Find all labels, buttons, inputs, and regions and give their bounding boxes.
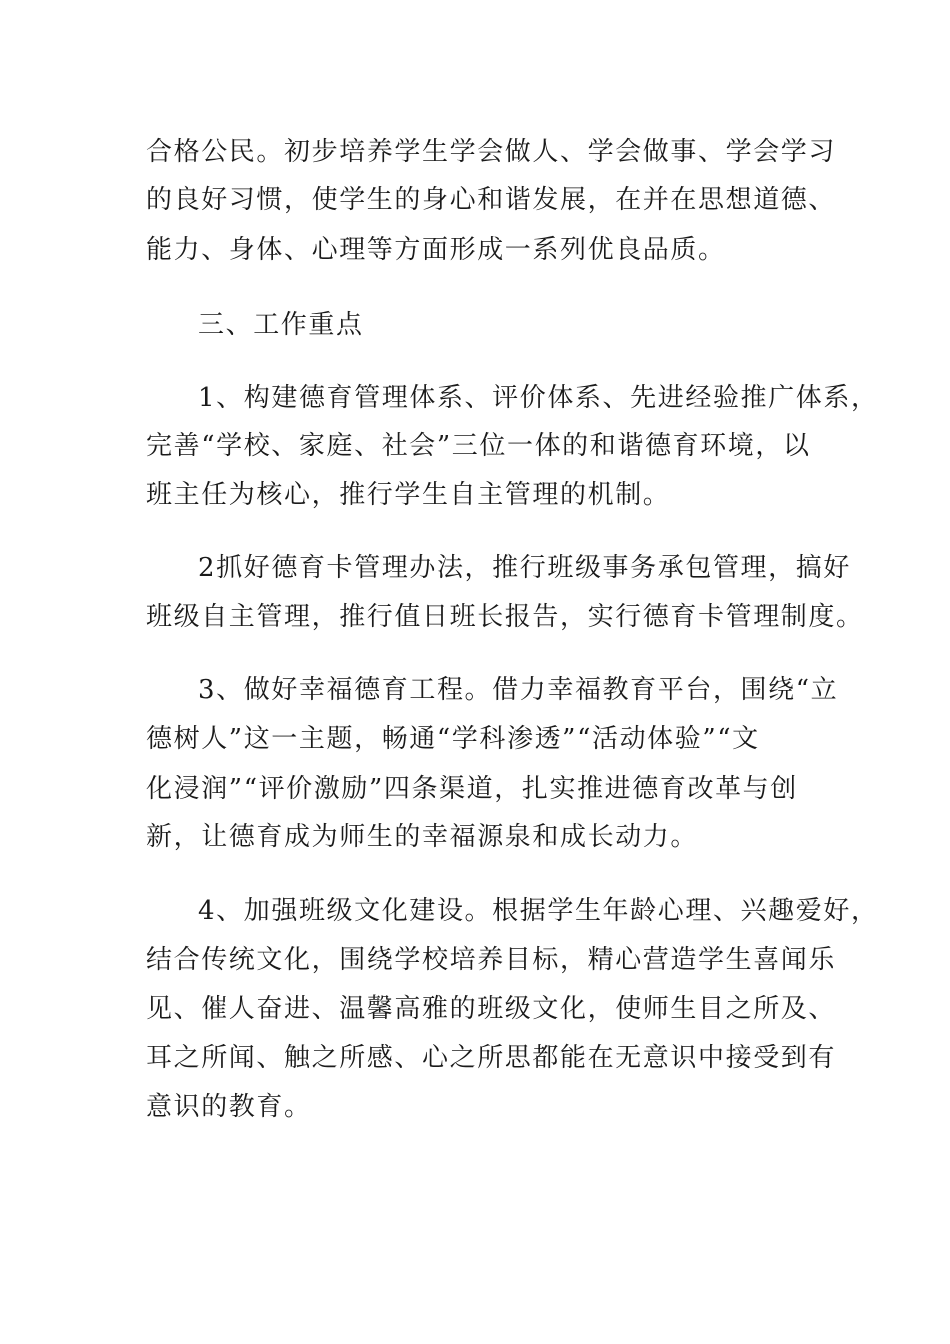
section-heading: 三、工作重点 [198,310,364,340]
text-line: 的良好习惯，使学生的身心和谐发展，在并在思想道德、 [146,185,837,215]
text-line: 新，让德育成为师生的幸福源泉和成长动力。 [146,822,699,852]
text-line: 班级自主管理，推行值日班长报告，实行德育卡管理制度。 [146,602,864,632]
text-line: 班主任为核心，推行学生自主管理的机制。 [146,480,671,510]
text-line: 德树人”这一主题，畅通“学科渗透”“活动体验”“文 [146,724,760,754]
text-line: 能力、身体、心理等方面形成一系列优良品质。 [146,235,726,265]
text-line: 意识的教育。 [146,1092,312,1122]
text-line: 4、加强班级文化建设。根据学生年龄心理、兴趣爱好， [198,896,879,926]
text-line: 1、构建德育管理体系、评价体系、先进经验推广体系， [198,383,879,413]
text-line: 3、做好幸福德育工程。借力幸福教育平台，围绕“立 [198,675,839,705]
text-line: 2抓好德育卡管理办法，推行班级事务承包管理，搞好 [198,553,851,583]
text-line: 合格公民。初步培养学生学会做人、学会做事、学会学习 [146,137,837,167]
text-line: 耳之所闻、触之所感、心之所思都能在无意识中接受到有 [146,1043,837,1073]
text-line: 化浸润”“评价激励”四条渠道，扎实推进德育改革与创 [146,774,798,804]
text-line: 见、催人奋进、温馨高雅的班级文化，使师生目之所及、 [146,994,837,1024]
text-line: 结合传统文化，围绕学校培养目标，精心营造学生喜闻乐 [146,945,837,975]
text-line: 完善“学校、家庭、社会”三位一体的和谐德育环境，以 [146,431,811,461]
